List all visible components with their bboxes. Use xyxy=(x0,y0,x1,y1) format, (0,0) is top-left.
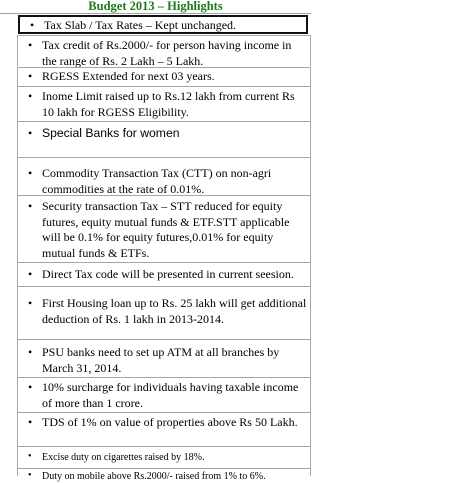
highlight-row xyxy=(17,286,311,339)
document-title: Budget 2013 – Highlights xyxy=(0,0,311,14)
highlight-row xyxy=(17,446,311,468)
highlight-text: Special Banks for women xyxy=(42,126,180,140)
highlight-text: Tax credit of Rs.2000/- for person having income in the range of Rs. 2 Lakh – 5 Lakh. xyxy=(42,38,292,68)
highlight-row xyxy=(17,195,311,262)
bullet-icon: • xyxy=(28,296,33,310)
highlight-row xyxy=(17,67,311,86)
highlight-row xyxy=(17,35,311,66)
highlight-row xyxy=(17,121,311,157)
bullet-icon: • xyxy=(28,470,32,481)
highlight-text: Direct Tax code will be presented in current seesion. xyxy=(42,267,294,281)
highlight-text: First Housing loan up to Rs. 25 lakh will get additional deduction of Rs. 1 lakh in 2013-2014. xyxy=(42,296,307,326)
highlight-text: Excise duty on cigarettes raised by 18%. xyxy=(42,452,205,463)
highlight-text: Inome Limit raised up to Rs.12 lakh from current Rs 10 lakh for RGESS Eligibility. xyxy=(42,89,295,119)
bullet-icon: • xyxy=(28,89,33,103)
bullet-icon: • xyxy=(28,345,33,359)
bullet-icon: • xyxy=(28,38,33,52)
highlight-row xyxy=(18,15,308,34)
highlight-row xyxy=(17,86,311,121)
highlight-row xyxy=(17,339,311,377)
bullet-icon: • xyxy=(28,166,33,180)
bullet-icon: • xyxy=(28,267,33,281)
highlight-text: Security transaction Tax – STT reduced for equity futures, equity mutual funds & ETF.STT applicable will be 0.1% for equity futures,0.01% for equity mutual funds & ETFs. xyxy=(42,199,290,260)
bullet-icon: • xyxy=(30,18,35,32)
bullet-icon: • xyxy=(28,69,33,83)
highlight-text: Duty on mobile above Rs.2000/- raised from 1% to 6%. xyxy=(42,471,266,482)
bullet-icon: • xyxy=(28,126,33,140)
highlight-text: 10% surcharge for individuals having taxable income of more than 1 crore. xyxy=(42,380,299,410)
highlight-text: Commodity Transaction Tax (CTT) on non-agri commodities at the rate of 0.01%. xyxy=(42,166,272,196)
bullet-icon: • xyxy=(28,380,33,394)
bullet-icon: • xyxy=(28,451,32,462)
highlight-row xyxy=(17,412,311,446)
highlight-row xyxy=(17,468,311,482)
highlight-row xyxy=(17,157,311,195)
bullet-icon: • xyxy=(28,415,33,429)
highlight-row xyxy=(17,377,311,412)
highlight-text: TDS of 1% on value of properties above Rs 50 Lakh. xyxy=(42,415,298,429)
highlight-text: PSU banks need to set up ATM at all branches by March 31, 2014. xyxy=(42,345,280,375)
highlight-text: RGESS Extended for next 03 years. xyxy=(42,69,215,83)
highlight-row xyxy=(17,262,311,286)
highlight-text: Tax Slab / Tax Rates – Kept unchanged. xyxy=(44,18,237,32)
bullet-icon: • xyxy=(28,199,33,213)
